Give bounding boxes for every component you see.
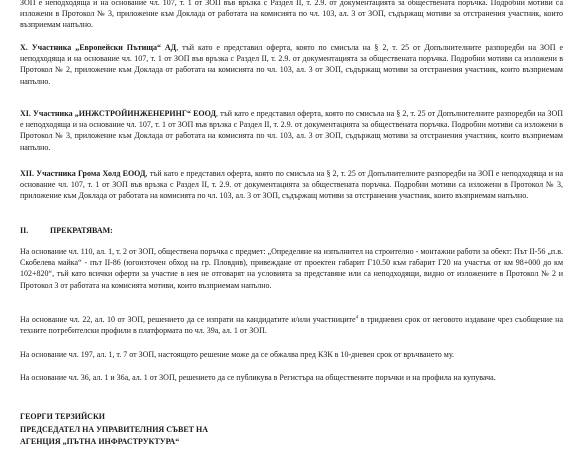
paragraph-participant-xi xyxy=(20,108,563,153)
paragraph-participant-xii xyxy=(20,168,563,202)
participant-title: XII. Участника Грома Холд ЕООД xyxy=(20,169,146,178)
paragraph-publication xyxy=(20,372,563,383)
paragraph-text: , тъй като е представил оферта, която по смисъла на § 2, т. 25 от Допълнителните разпоредби на ЗОП е неподходяща и на основание чл. 107, т. 1 от ЗОП във връзка с Раздел II, т. 2.9. от документацията за обществената поръчка. Подробни мотиви са изложени в Протокол № 2, приложение към Доклада от работата на комисията по чл. 103, ал. 3 от ЗОП, съдържащ мотиви за отстранения участник, които възприемам напълно. xyxy=(20,43,563,86)
participant-title: XI. Участника „ИНЖСТРОЙИНЖЕНЕРИНГ“ ЕООД xyxy=(20,109,216,118)
paragraph-text: , тъй като е представил оферта, която по смисъла на § 2, т. 25 от Допълнителните разпоредби на ЗОП е неподходяща и на основание чл. 107, т. 1 от ЗОП във връзка с Раздел II, т. 2.9. от документацията за обществената поръчка. Подробни мотиви са изложени в Протокол № 3, приложение към Доклада от работата на комисията по чл. 103, ал. 3 от ЗОП, съдържащ мотиви за отстранения участник, които възприемам напълно. xyxy=(20,109,563,152)
paragraph-text: На основание чл. 110, ал. 1, т. 2 от ЗОП, обществена поръчка с предмет: „Определяне на изпълнител на строително - монтажни работи за обект: Път II-56 „п.в. Скобелева майка“ - път II-86 (югоизточен обход на гр. Пловдив), привеждане от проектен габарит Г10.50 към габарит Г20 на участък от км 98+000 до км 102+820“, тъй като всички оферти за участие в нея не отговарят на условията за представяне или са неподходящи, видно от изложените в Протокол № 2 и Протокол 3 от работата на комисията мотиви, които възприемам напълно. xyxy=(20,247,563,290)
section-number: II. xyxy=(20,226,29,235)
paragraph-notification xyxy=(20,314,563,336)
paragraph-text: ЗОП е неподходяща и на основание чл. 107, т. 1 от ЗОП във връзка с Раздел II, т. 2.9. от документацията за обществената поръчка. Подробни мотиви са изложени в Протокол № 3, приложение към Доклада от работата на комисията по чл. 103, ал. 3 от ЗОП, съдържащ мотиви за отстранения участник, които възприемам напълно. xyxy=(20,0,563,30)
paragraph-participant-x xyxy=(20,42,563,87)
signatory-name: ГЕОРГИ ТЕРЗИЙСКИ xyxy=(20,412,105,421)
paragraph-text: в тридневен срок от неговото издаване чрез съобщение на техните потребителски профили в платформата по чл. 39а, ал. 1 от ЗОП. xyxy=(20,315,564,336)
signatory-title: ПРЕДСЕДАТЕЛ НА УПРАВИТЕЛНИЯ СЪВЕТ НА xyxy=(20,424,209,434)
paragraph-continuation xyxy=(20,0,563,31)
section-title: ПРЕКРАТЯВАМ: xyxy=(50,226,113,235)
footnote-marker: 4 xyxy=(355,315,359,321)
paragraph-appeal xyxy=(20,349,563,360)
paragraph-text: На основание чл. 197, ал. 1, т. 7 от ЗОП, настоящото решение може да се обжалва пред КЗК в 10-дневен срок от връчването му. xyxy=(20,350,455,359)
signature-block xyxy=(20,411,208,449)
paragraph-termination xyxy=(20,246,563,291)
paragraph-text: , тъй като е представил оферта, която по смисъла на § 2, т. 25 от Допълнителните разпоредби на ЗОП е неподходяща и на основание чл. 107, т. 1 от ЗОП във връзка с Раздел II, т. 2.9. от документацията за обществената поръчка. Подробни мотиви са изложени в Протокол № 3, приложение към Доклада от работата на комисията по чл. 103, ал. 3 от ЗОП, съдържащ мотиви за отстранения участник, които възприемам напълно. xyxy=(20,169,564,201)
section-heading xyxy=(20,226,113,235)
signatory-agency: АГЕНЦИЯ „ПЪТНА ИНФРАСТРУКТУРА“ xyxy=(20,437,180,446)
paragraph-text: На основание чл. 36, ал. 1 и 36а, ал. 1 от ЗОП, решението да се публикува в Регистъра на обществените поръчки и на профила на купувача. xyxy=(20,373,496,382)
participant-title: X. Участника „Европейски Пътища“ АД xyxy=(20,43,177,52)
paragraph-text: На основание чл. 22, ал. 10 от ЗОП, решението да се изпрати на кандидатите и/или участниците xyxy=(20,315,356,324)
